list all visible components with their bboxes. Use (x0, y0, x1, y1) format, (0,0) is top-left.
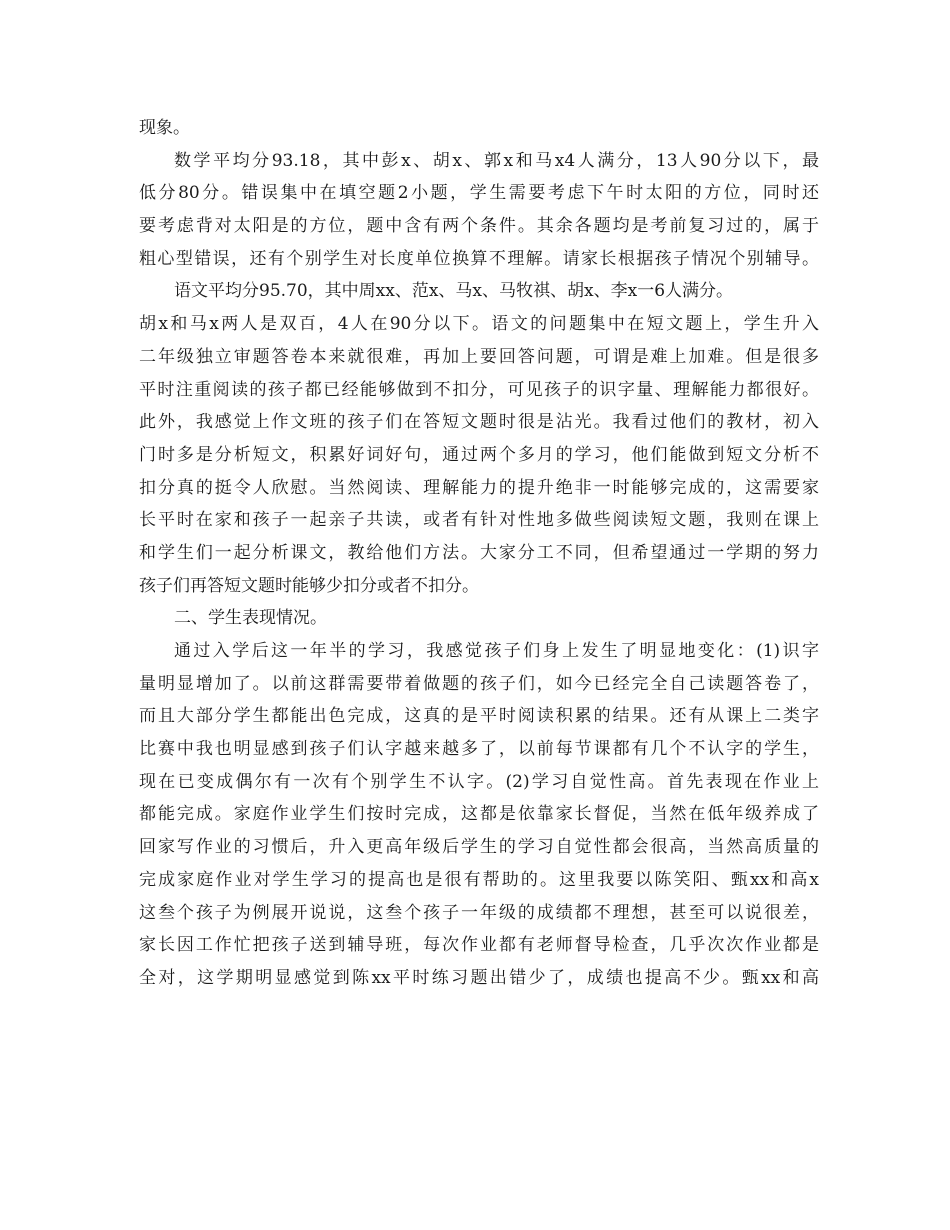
text-line: 此外，我感觉上作文班的孩子们在答短文题时很是沾光。我看过他们的教材，初入 (139, 412, 819, 433)
text-line: 粗心型错误，还有个别学生对长度单位换算不理解。请家长根据孩子情况个别辅导。 (139, 248, 819, 269)
document-body (139, 112, 819, 995)
text-line: 孩子们再答短文题时能够少扣分或者不扣分。 (139, 575, 479, 596)
text-line: 这叁个孩子为例展开说说，这叁个孩子一年级的成绩都不理想，甚至可以说很差， (139, 902, 819, 923)
text-line: 而且大部分学生都能出色完成，这真的是平时阅读积累的结果。还有从课上二类字 (139, 706, 819, 727)
text-line: 扣分真的挺令人欣慰。当然阅读、理解能力的提升绝非一时能够完成的，这需要家 (139, 477, 819, 498)
text-line: 现在已变成偶尔有一次有个别学生不认字。(2)学习自觉性高。首先表现在作业上 (139, 771, 819, 792)
text-line: 要考虑背对太阳是的方位，题中含有两个条件。其余各题均是考前复习过的，属于 (139, 216, 819, 237)
text-line: 二、学生表现情况。 (174, 608, 327, 629)
text-line: 语文平均分95.70，其中周xx、范x、马x、马牧祺、胡x、李x一6人满分。 (174, 281, 734, 302)
text-line: 比赛中我也明显感到孩子们认字越来越多了，以前每节课都有几个不认字的学生， (139, 739, 819, 760)
text-line: 量明显增加了。以前这群需要带着做题的孩子们，如今已经完全自己读题答卷了， (139, 673, 819, 694)
text-line: 和学生们一起分析课文，教给他们方法。大家分工不同，但希望通过一学期的努力 (139, 542, 819, 563)
text-line: 低分80分。错误集中在填空题2小题，学生需要考虑下午时太阳的方位，同时还 (139, 183, 819, 204)
text-line: 完成家庭作业对学生学习的提高也是很有帮助的。这里我要以陈笑阳、甄xx和高x (139, 869, 819, 890)
text-line: 家长因工作忙把孩子送到辅导班，每次作业都有老师督导检查，几乎次次作业都是 (139, 935, 819, 956)
text-line: 都能完成。家庭作业学生们按时完成，这都是依靠家长督促，当然在低年级养成了 (139, 804, 819, 825)
text-line: 回家写作业的习惯后，升入更高年级后学生的学习自觉性都会很高，当然高质量的 (139, 837, 819, 858)
text-line: 平时注重阅读的孩子都已经能够做到不扣分，可见孩子的识字量、理解能力都很好。 (139, 379, 819, 400)
text-line: 现象。 (139, 118, 190, 138)
text-line: 数学平均分93.18，其中彭x、胡x、郭x和马x4人满分，13人90分以下，最 (174, 150, 819, 171)
text-line: 门时多是分析短文，积累好词好句，通过两个多月的学习，他们能做到短文分析不 (139, 444, 819, 465)
text-line: 全对，这学期明显感觉到陈xx平时练习题出错少了，成绩也提高不少。甄xx和高 (139, 967, 819, 988)
text-line: 胡x和马x两人是双百，4人在90分以下。语文的问题集中在短文题上，学生升入 (139, 314, 819, 335)
text-line: 二年级独立审题答卷本来就很难，再加上要回答问题，可谓是难上加难。但是很多 (139, 346, 819, 367)
text-line: 通过入学后这一年半的学习，我感觉孩子们身上发生了明显地变化：(1)识字 (174, 641, 819, 661)
text-line: 长平时在家和孩子一起亲子共读，或者有针对性地多做些阅读短文题，我则在课上 (139, 510, 819, 531)
